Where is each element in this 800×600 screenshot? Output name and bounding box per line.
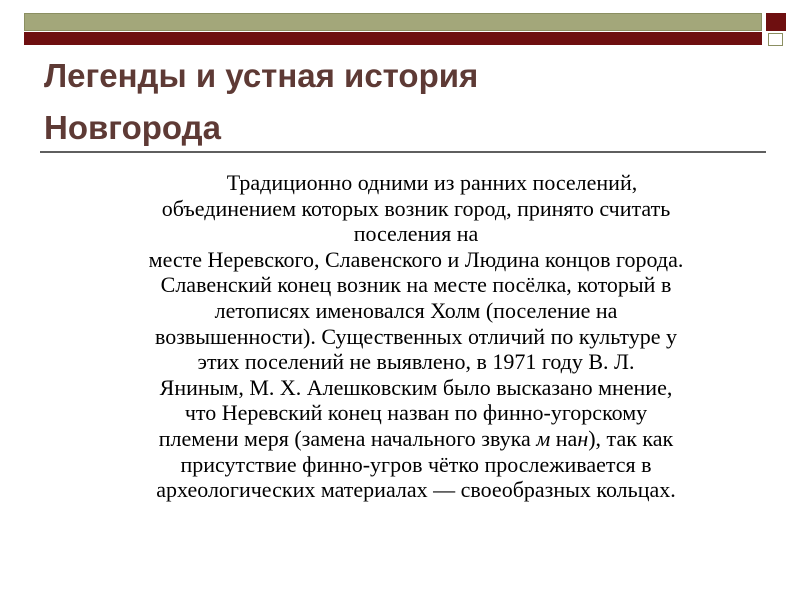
body-line: поселения на — [353, 221, 479, 247]
header-olive-bar — [24, 13, 762, 31]
body-line-with-italics — [82, 426, 750, 452]
header-maroon-bar — [24, 32, 762, 45]
body-line: возвышенности). Существенных отличий по культуре у — [154, 323, 678, 349]
body-line: объединением которых возник город, принято считать — [161, 195, 671, 221]
line-segment: на — [550, 425, 578, 451]
body-line: Славенский конец возник на месте посёлка, который в — [160, 272, 672, 298]
italic-letter-n: н — [577, 425, 589, 451]
slide-title — [44, 50, 764, 154]
corner-square-maroon — [766, 13, 786, 31]
body-line: присутствие финно-угров чётко прослеживается в — [180, 451, 652, 477]
body-line: Яниным, М. Х. Алешковским было высказано мнение, — [159, 374, 673, 400]
body-line: археологических материалах — своеобразных кольцах. — [156, 477, 676, 503]
body-line: Традиционно одними из ранних поселений, — [226, 170, 638, 195]
body-line: что Неревский конец назван по финно-угорскому — [184, 400, 648, 426]
body-line: летописях именовался Холм (поселение на — [214, 297, 618, 323]
title-divider — [40, 151, 766, 153]
body-line: этих поселений не выявлено, в 1971 году В. Л. — [197, 349, 635, 375]
slide-title-line-1: Легенды и устная история — [44, 57, 479, 94]
italic-letter-m: м — [536, 425, 551, 451]
corner-square-outline — [768, 33, 783, 46]
body-paragraph — [82, 170, 750, 503]
body-line: месте Неревского, Славенского и Людина концов города. — [148, 246, 684, 272]
line-segment: племени меря (замена начального звука — [158, 425, 537, 451]
slide-title-line-2: Новгорода — [44, 109, 221, 146]
line-segment: ), так как — [588, 425, 674, 451]
